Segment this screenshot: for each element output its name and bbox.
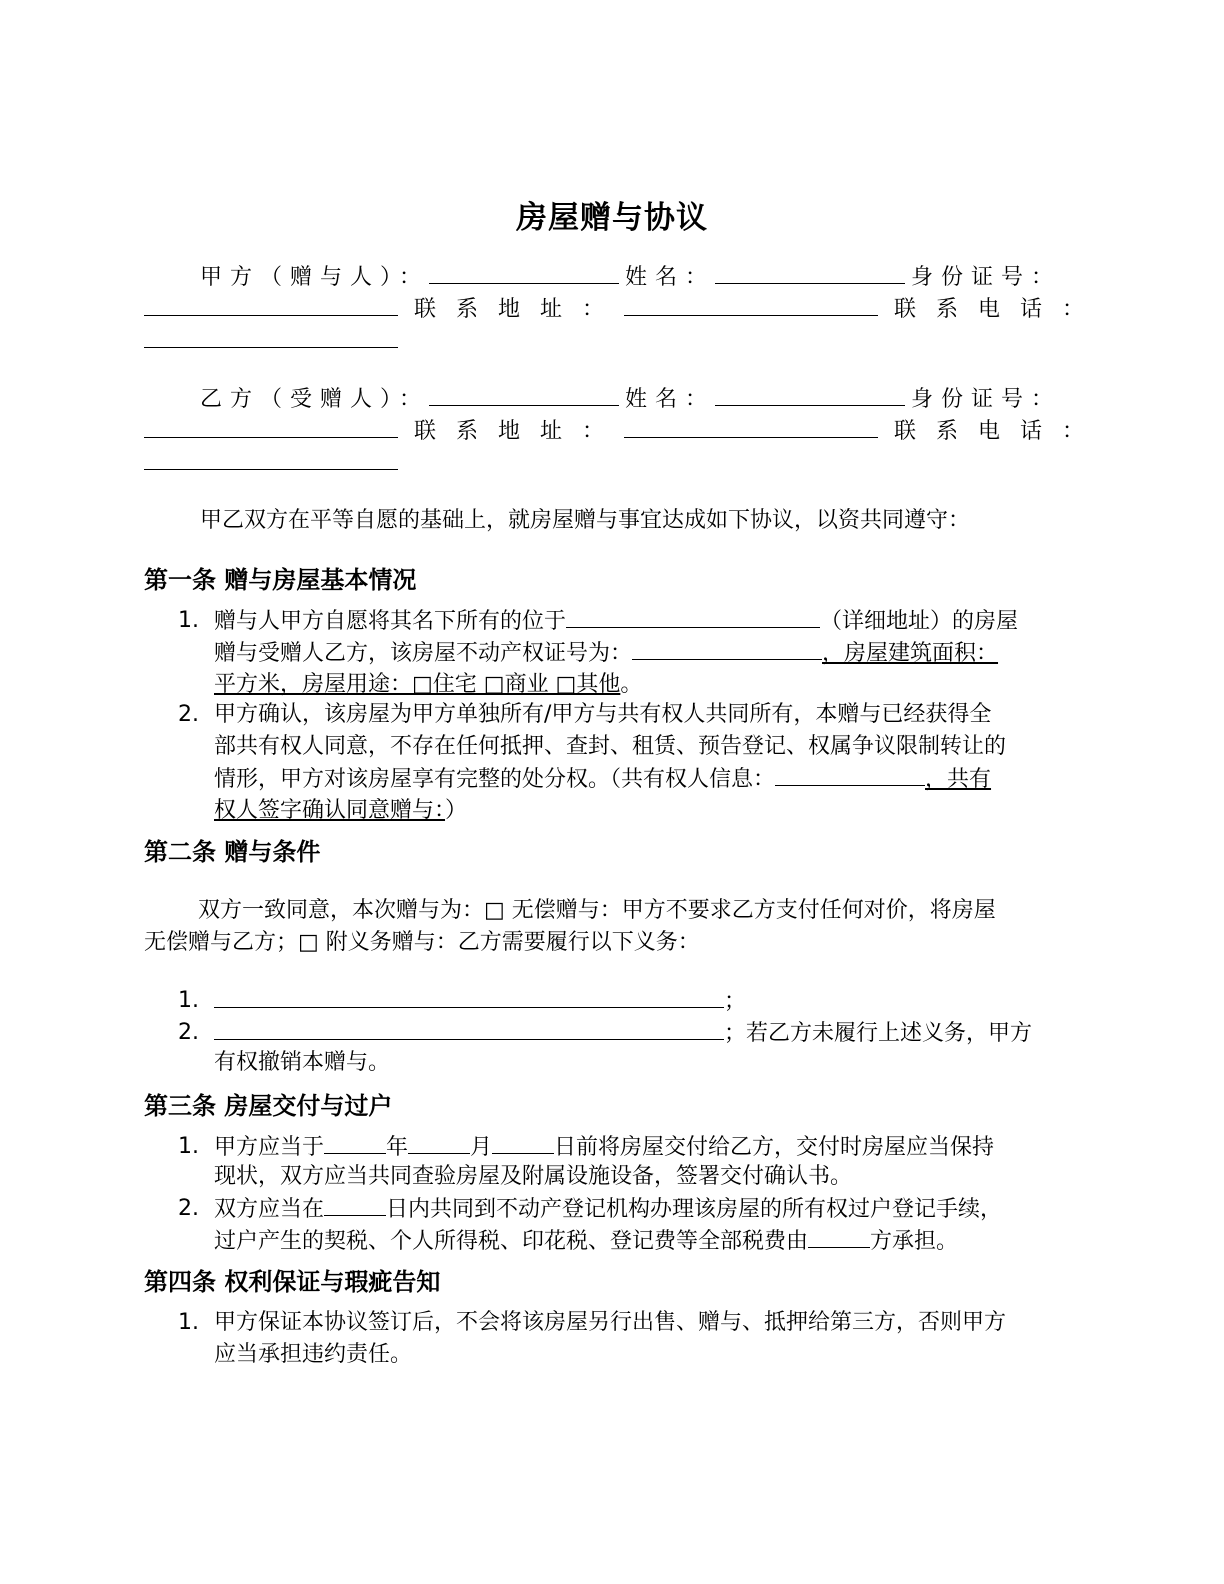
article-1-item-1-text-a: 赠与人甲方自愿将其名下所有的位于 (214, 609, 567, 634)
party-a-blank (429, 263, 619, 284)
party-a-line-3 (144, 327, 398, 356)
article-1-item-2-line-3 (214, 765, 991, 794)
article-3-item-2-text-a: 双方应当在 (214, 1197, 325, 1222)
article-4-heading: 第四条 权利保证与瑕疵告知 (144, 1267, 441, 1296)
party-a-name-label: 姓名： (625, 265, 716, 290)
delivery-day-blank (492, 1133, 554, 1154)
article-2-item-1-number: 1. (178, 988, 199, 1013)
article-1-item-1-line-3 (214, 671, 642, 699)
party-b-name-blank (715, 385, 905, 406)
article-3-item-2-line-1 (214, 1195, 1002, 1224)
article-3-item-1-text-d: 日前将房屋交付给乙方，交付时房屋应当保持 (554, 1135, 995, 1160)
document-title: 房屋赠与协议 (516, 200, 708, 236)
obligation-2-blank (214, 1019, 724, 1040)
article-2-item-2-number: 2. (178, 1020, 199, 1045)
article-2-item-2-end: ；若乙方未履行上述义务，甲方 (724, 1021, 1033, 1046)
article-1-item-2-text-3a: 情形，甲方对该房屋享有完整的处分权。（共有权人信息： (214, 767, 776, 792)
article-3-item-1-number: 1. (178, 1134, 199, 1159)
article-1-item-1-text-e: 平方米，房屋用途：□住宅 □商业 □其他 (214, 672, 621, 697)
transfer-days-blank (324, 1195, 386, 1216)
article-1-item-2-line-2: 部共有权人同意，不存在任何抵押、查封、租赁、预告登记、权属争议限制转让的 (214, 734, 1007, 759)
party-a-label: 甲方（赠与人）： (200, 265, 430, 290)
party-b-phone-label: 联系电话： (894, 419, 1105, 444)
article-1-item-2-line-4 (214, 797, 467, 825)
party-a-phone-blank (144, 327, 398, 348)
article-3-item-1-text-b: 年 (386, 1135, 409, 1160)
obligation-1-blank (214, 987, 724, 1008)
article-1-item-1-line-2 (214, 639, 998, 668)
article-3-item-2-text-d: 方承担。 (870, 1229, 959, 1254)
delivery-year-blank (324, 1133, 386, 1154)
article-3-item-2-text-c: 过户产生的契税、个人所得税、印花税、登记费等全部税费由 (214, 1229, 809, 1254)
party-b-line-3 (144, 449, 398, 478)
article-3-item-2-line-2 (214, 1227, 958, 1256)
article-4-item-1-number: 1. (178, 1310, 199, 1335)
article-3-item-2-number: 2. (178, 1196, 199, 1221)
party-b-phone-blank (144, 449, 398, 470)
party-a-phone-label: 联系电话： (894, 297, 1105, 322)
article-3-item-2-text-b: 日内共同到不动产登记机构办理该房屋的所有权过户登记手续， (386, 1197, 1003, 1222)
article-2-heading: 第二条 赠与条件 (144, 837, 321, 866)
party-a-name-blank (715, 263, 905, 284)
article-2-para-line-1: 双方一致同意，本次赠与为：□ 无偿赠与：甲方不要求乙方支付任何对价，将房屋 (198, 898, 996, 923)
property-cert-blank (632, 639, 822, 660)
party-a-id-blank (144, 295, 398, 316)
article-2-para-line-2: 无偿赠与乙方；□ 附义务赠与：乙方需要履行以下义务： (144, 930, 700, 955)
party-b-id-label: 身份证号： (911, 387, 1062, 412)
party-b-address-blank (624, 417, 878, 438)
article-4-item-1-line-2: 应当承担违约责任。 (214, 1342, 413, 1367)
article-3-item-1-line-2: 现状，双方应当共同查验房屋及附属设施设备，签署交付确认书。 (214, 1164, 853, 1189)
article-2-item-2-line (214, 1019, 1032, 1048)
co-owner-info-blank (775, 765, 925, 786)
article-3-heading: 第三条 房屋交付与过户 (144, 1091, 393, 1120)
article-1-heading: 第一条 赠与房屋基本情况 (144, 565, 417, 594)
preamble: 甲乙双方在平等自愿的基础上，就房屋赠与事宜达成如下协议，以资共同遵守： (200, 508, 971, 533)
article-1-item-1-number: 1. (178, 608, 199, 633)
party-b-blank (429, 385, 619, 406)
article-1-item-1-text-f: 。 (620, 672, 643, 697)
article-1-item-2-text-4a: 权人签字确认同意赠与： (214, 798, 446, 823)
delivery-month-blank (408, 1133, 470, 1154)
party-b-line-2 (144, 417, 1104, 446)
article-3-item-1-text-c: 月 (470, 1135, 493, 1160)
party-b-id-blank (144, 417, 398, 438)
article-1-item-2-text-4b: ） (445, 798, 468, 823)
party-a-id-label: 身份证号： (911, 265, 1062, 290)
party-b-name-label: 姓名： (625, 387, 716, 412)
party-a-line-1 (200, 263, 1061, 292)
article-2-item-1-line (214, 987, 746, 1016)
article-1-item-1-text-b: （详细地址）的房屋 (820, 609, 1019, 634)
address-blank (566, 607, 820, 628)
article-3-item-1-line-1 (214, 1133, 994, 1162)
party-b-address-label: 联系地址： (414, 419, 625, 444)
party-b-label: 乙方（受赠人）： (200, 387, 430, 412)
party-a-address-label: 联系地址： (414, 297, 625, 322)
article-2-item-1-end: ； (724, 989, 747, 1014)
article-3-item-1-text-a: 甲方应当于 (214, 1135, 325, 1160)
article-1-item-1-text-c: 赠与受赠人乙方，该房屋不动产权证号为： (214, 641, 633, 666)
party-a-line-2 (144, 295, 1104, 324)
article-1-item-1-line-1 (214, 607, 1018, 636)
article-2-item-2-line-2: 有权撤销本赠与。 (214, 1050, 391, 1075)
party-b-line-1 (200, 385, 1061, 414)
tax-payer-blank (808, 1227, 870, 1248)
article-1-item-2-text-3b: ，共有 (925, 767, 992, 792)
article-1-item-1-text-d: ，房屋建筑面积： (822, 641, 999, 666)
party-a-address-blank (624, 295, 878, 316)
article-1-item-2-number: 2. (178, 702, 199, 727)
article-4-item-1-line-1: 甲方保证本协议签订后，不会将该房屋另行出售、赠与、抵押给第三方，否则甲方 (214, 1310, 1007, 1335)
article-1-item-2-line-1: 甲方确认，该房屋为甲方单独所有/甲方与共有权人共同所有，本赠与已经获得全 (214, 702, 992, 727)
